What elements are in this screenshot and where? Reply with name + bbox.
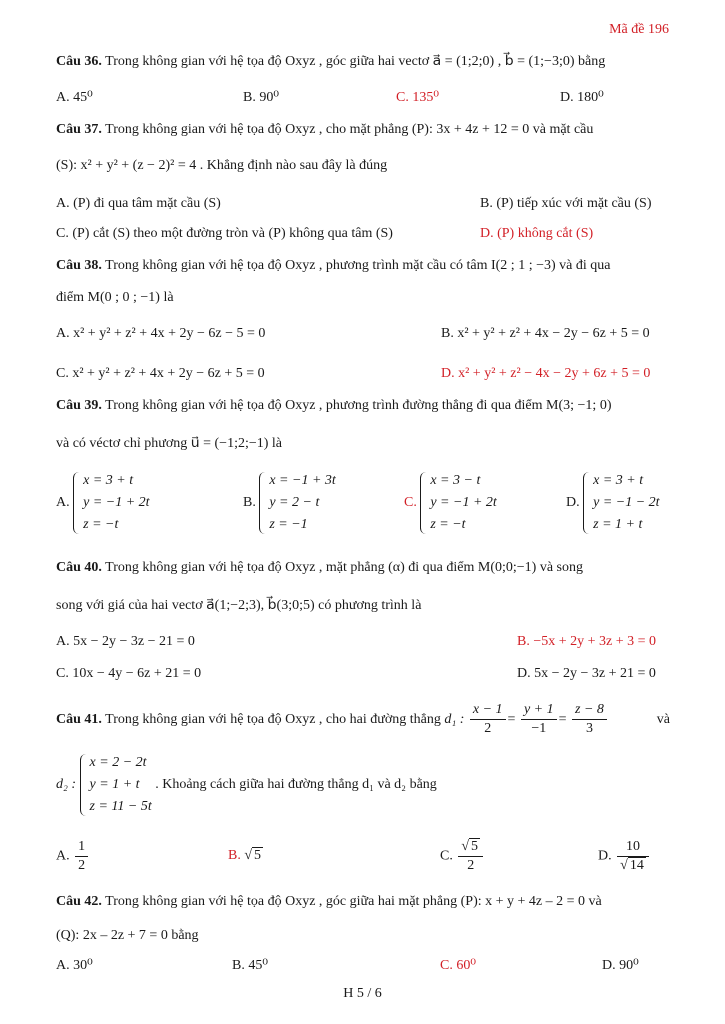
option-label: D.	[598, 848, 612, 864]
eq-line: y = 1 + t	[89, 777, 140, 792]
answer-a: A. 45⁰	[56, 90, 93, 105]
option-label: D.	[566, 495, 580, 511]
eq-line: x = 3 + t	[83, 473, 134, 488]
page-number: H 5 / 6	[343, 986, 382, 1001]
numerator: 10	[617, 838, 649, 857]
answer-b: B. x² + y² + z² + 4x − 2y − 6z + 5 = 0	[441, 326, 650, 341]
answer-a: A. (P) đi qua tâm mặt cầu (S)	[56, 196, 221, 211]
question-label: Câu 40.	[56, 560, 102, 575]
denominator: 2	[484, 721, 492, 737]
eq-line: z = −1	[269, 517, 308, 532]
fraction: $\frac{√ 5}{2}$	[458, 838, 483, 875]
question-text: Trong không gian với hệ tọa độ Oxyz , phương trình đường thẳng đi qua điểm M(3; −1; 0)	[105, 398, 612, 413]
question-text: Trong không gian với hệ tọa độ Oxyz , mặt phẳng (α) đi qua điểm M(0;0;−1) và song	[105, 560, 583, 575]
fraction	[470, 701, 506, 738]
question-label: Câu 42.	[56, 894, 102, 909]
fraction	[572, 701, 607, 738]
equation-system	[259, 470, 335, 536]
eq-line: y = 2 − t	[269, 495, 320, 510]
eq-line: y = −1 + 2t	[430, 495, 497, 510]
answer-c: C. 10x − 4y − 6z + 21 = 0	[56, 666, 202, 681]
denominator: −1	[531, 721, 547, 737]
answer-d: D. 90⁰	[602, 958, 639, 973]
option-label: C.	[440, 848, 453, 864]
option-label: B.	[228, 848, 241, 863]
eq-line: z = 11 − 5t	[89, 799, 152, 814]
answer-b: B. 45⁰	[232, 958, 268, 973]
eq-line: z = −t	[430, 517, 466, 532]
eq-line: z = −t	[83, 517, 119, 532]
eq-line: x = 3 + t	[593, 473, 644, 488]
question-label: Câu 39.	[56, 398, 102, 413]
question-39-cont: và có véctơ chỉ phương u⃗ = (−1;2;−1) là	[56, 436, 283, 451]
exam-code: Mã đề 196	[609, 22, 669, 37]
fraction	[521, 701, 557, 738]
numerator: y + 1	[521, 701, 557, 720]
denominator: 2	[78, 858, 86, 873]
eq-line: y = −1 + 2t	[83, 495, 150, 510]
eq-line: x = 3 − t	[430, 473, 481, 488]
line-d1: d₁ :	[444, 712, 465, 727]
answer-b: B. −5x + 2y + 3z + 3 = 0	[517, 634, 657, 649]
question-label: Câu 38.	[56, 258, 102, 273]
option-label: A.	[56, 848, 70, 864]
answer-c: C. x² + y² + z² + 4x + 2y − 6z + 5 = 0	[56, 366, 265, 381]
question-label: Câu 37.	[56, 122, 102, 137]
line-d2: d₂ :	[56, 777, 77, 793]
equation-system	[73, 470, 149, 536]
answer-d: D. (P) không cắt (S)	[480, 226, 594, 241]
answer-b	[243, 470, 336, 536]
question-text: . Khoảng cách giữa hai đường thẳng d₁ và d₂ bằng	[155, 777, 437, 793]
answer-a	[56, 470, 150, 536]
answer-d: D. 180⁰	[560, 90, 604, 105]
question-42	[56, 892, 670, 912]
numerator: 1	[75, 838, 88, 857]
answer-c: C. (P) cắt (S) theo một đường tròn và (P) không qua tâm (S)	[56, 226, 393, 241]
question-42-cont: (Q): 2x – 2z + 7 = 0 bằng	[56, 928, 199, 943]
question-41: Câu 41. Trong không gian với hệ tọa độ Oxyz , cho hai đường thẳng d₁ : $\frac{x - 1}{2}$ = $\frac{y + 1}{-1}$ = $\frac{z - 8}{3}$ và	[56, 700, 670, 740]
eq-line: z = 1 + t	[593, 517, 643, 532]
eq-line: x = −1 + 3t	[269, 473, 336, 488]
question-text: Trong không gian với hệ tọa độ Oxyz , góc giữa hai vectơ a⃗ = (1;2;0) , b⃗ = (1;−3;0) bằng	[105, 54, 606, 69]
answer-d: D. x² + y² + z² − 4x − 2y + 6z + 5 = 0	[441, 366, 651, 381]
equation-system	[80, 752, 152, 818]
radicand: 5	[254, 848, 262, 863]
question-text: Trong không gian với hệ tọa độ Oxyz , góc giữa hai mặt phẳng (P): x + y + 4z – 2 = 0 và	[105, 894, 602, 909]
denominator: 14	[629, 858, 644, 873]
question-text: Trong không gian với hệ tọa độ Oxyz , cho mặt phẳng (P): 3x + 4z + 12 = 0 và mặt cầu	[105, 122, 594, 137]
option-label: A.	[56, 495, 70, 511]
numerator: x − 1	[470, 701, 506, 720]
conjunction: và	[656, 712, 670, 727]
answer-b: B. √ 5	[228, 848, 262, 863]
option-label: C.	[404, 495, 417, 511]
answer-a: A. 30⁰	[56, 958, 93, 973]
question-text: Trong không gian với hệ tọa độ Oxyz , phương trình mặt cầu có tâm I(2 ; 1 ; −3) và đi qua	[105, 258, 611, 273]
question-38-cont: điểm M(0 ; 0 ; −1) là	[56, 290, 174, 305]
question-40	[56, 558, 670, 578]
equation-system	[420, 470, 496, 536]
answer-a: A. x² + y² + z² + 4x + 2y − 6z − 5 = 0	[56, 326, 266, 341]
question-40-cont: song với giá của hai vectơ a⃗(1;−2;3), b⃗(3;0;5) có phương trình là	[56, 598, 422, 613]
answer-d: D. 5x − 2y − 3z + 21 = 0	[517, 666, 656, 681]
question-36	[56, 52, 670, 72]
eq-line: x = 2 − 2t	[89, 755, 147, 770]
answer-a	[56, 838, 90, 875]
question-text: Trong không gian với hệ tọa độ Oxyz , cho hai đường thẳng	[105, 712, 441, 727]
question-label: Câu 41.	[56, 712, 102, 727]
equation-system	[583, 470, 659, 536]
numerator: 5	[471, 839, 479, 854]
eq-line: y = −1 − 2t	[593, 495, 660, 510]
question-38	[56, 256, 670, 276]
question-41-cont	[56, 752, 437, 818]
answer-b: B. 90⁰	[243, 90, 279, 105]
answer-c	[440, 838, 485, 875]
answer-a: A. 5x − 2y − 3z − 21 = 0	[56, 634, 195, 649]
answer-c: C. 60⁰	[440, 958, 476, 973]
answer-d	[598, 838, 651, 875]
question-label: Câu 36.	[56, 54, 102, 69]
question-39	[56, 396, 670, 416]
answer-c	[404, 470, 497, 536]
answer-d	[566, 470, 660, 536]
numerator: z − 8	[572, 701, 607, 720]
fraction: $\frac{10}{√ 14}$	[617, 838, 649, 875]
denominator: 2	[467, 858, 475, 873]
fraction	[75, 838, 88, 875]
denominator: 3	[585, 721, 593, 737]
answer-b: B. (P) tiếp xúc với mặt cầu (S)	[480, 196, 652, 211]
option-label: B.	[243, 495, 256, 511]
question-37-cont: (S): x² + y² + (z − 2)² = 4 . Khẳng định nào sau đây là đúng	[56, 158, 388, 173]
answer-c: C. 135⁰	[396, 90, 439, 105]
question-37	[56, 120, 670, 140]
